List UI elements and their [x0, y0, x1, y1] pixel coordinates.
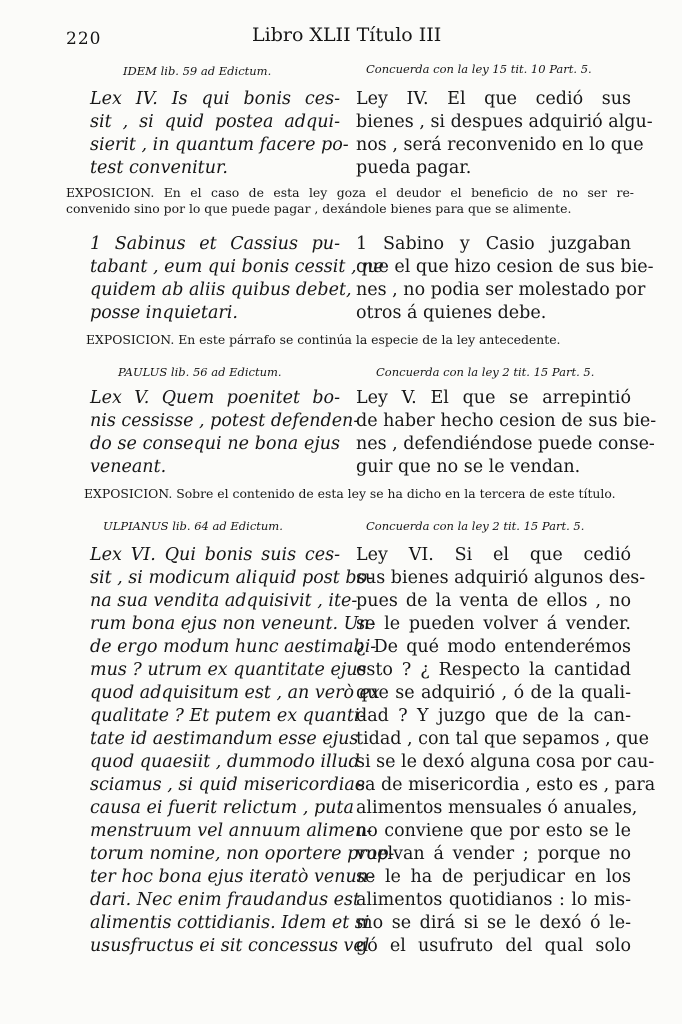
- exposicion-line: EXPOSICION. Sobre el contenido de esta ley se ha dicho en la tercera de este título.: [84, 486, 616, 501]
- exposicion-paragraph-1: [86, 332, 654, 348]
- spanish-line: de haber hecho cesion de sus bie-: [356, 411, 657, 431]
- spanish-citation: Concuerda con la ley 2 tit. 15 Part. 5.: [376, 365, 595, 379]
- latin-line: torum nomine, non oportere prop-: [90, 844, 395, 864]
- spanish-line: otros á quienes debe.: [356, 303, 547, 323]
- latin-line: quod quaesiit , dummodo illud: [90, 752, 360, 772]
- latin-line: mus ? utrum ex quantitate ejus: [90, 660, 367, 680]
- spanish-line: nos , será reconvenido en lo que: [356, 135, 644, 155]
- spanish-line: esto ? ¿ Respecto la cantidad: [356, 660, 631, 680]
- spanish-line: se le pueden volver á vender.: [356, 614, 631, 634]
- latin-line: dari. Nec enim fraudandus est: [90, 890, 360, 910]
- latin-text-lex-iv: [90, 88, 349, 180]
- spanish-text-ley-iv: [356, 88, 653, 180]
- latin-line: sierit , in quantum facere po-: [90, 135, 349, 155]
- spanish-citation: Concuerda con la ley 15 tit. 10 Part. 5.: [366, 62, 592, 76]
- spanish-text-paragraph-1: [356, 233, 654, 325]
- latin-line: tate id aestimandum esse ejus: [90, 729, 359, 749]
- spanish-line: 1 Sabino y Casio juzgaban: [356, 234, 631, 254]
- spanish-text-ley-v: [356, 387, 657, 479]
- spanish-line: nes , defendiéndose puede conse-: [356, 434, 655, 454]
- latin-line: 1 Sabinus et Cassius pu-: [90, 234, 340, 254]
- page-number: 220: [66, 29, 102, 49]
- spanish-line: gó el usufruto del qual solo: [356, 936, 631, 956]
- latin-text-paragraph-1: [90, 233, 384, 325]
- latin-line: test convenitur.: [90, 158, 228, 178]
- latin-line: tabant , eum qui bonis cessit , ne: [90, 257, 384, 277]
- spanish-line: alimentos mensuales ó anuales,: [356, 798, 638, 818]
- spanish-citation: Concuerda con la ley 2 tit. 15 Part. 5.: [366, 519, 585, 533]
- spanish-text-ley-vi: [356, 544, 656, 958]
- exposicion-line: convenido sino por lo que puede pagar , dexándole bienes para que se alimente.: [66, 201, 572, 216]
- spanish-line: pues de la venta de ellos , no: [356, 591, 631, 611]
- spanish-line: ¿ De qué modo entenderémos: [356, 637, 631, 657]
- spanish-line: bienes , si despues adquirió algu-: [356, 112, 653, 132]
- latin-text-lex-v: [90, 387, 360, 479]
- spanish-line: mo se dirá si se le dexó ó le-: [356, 913, 631, 933]
- spanish-line: Ley V. El que se arrepintió: [356, 388, 631, 408]
- exposicion-line: EXPOSICION. En el caso de esta ley goza el deudor el beneficio de no ser re-: [66, 185, 634, 200]
- spanish-line: que el que hizo cesion de sus bie-: [356, 257, 654, 277]
- spanish-line: guir que no se le vendan.: [356, 457, 581, 477]
- latin-citation: PAULUS lib. 56 ad Edictum.: [118, 365, 282, 379]
- latin-line: quidem ab aliis quibus debet,: [90, 280, 352, 300]
- spanish-line: alimentos quotidianos : lo mis-: [356, 890, 631, 910]
- latin-line: de ergo modum hunc aestimabi-: [90, 637, 377, 657]
- spanish-line: dad ? Y juzgo que de la can-: [356, 706, 631, 726]
- latin-line: Lex V. Quem poenitet bo-: [90, 388, 340, 408]
- latin-line: alimentis cottidianis. Idem et si: [90, 913, 370, 933]
- latin-line: ususfructus ei sit concessus vel: [90, 936, 370, 956]
- spanish-line: se le ha de perjudicar en los: [356, 867, 631, 887]
- latin-line: rum bona ejus non veneunt. Un-: [90, 614, 376, 634]
- latin-line: nis cessisse , potest defenden-: [90, 411, 360, 431]
- spanish-line: pueda pagar.: [356, 158, 472, 178]
- spanish-line: sa de misericordia , esto es , para: [356, 775, 656, 795]
- latin-line: ter hoc bona ejus iteratò venun-: [90, 867, 374, 887]
- spanish-line: sus bienes adquirió algunos des-: [356, 568, 646, 588]
- latin-line: posse inquietari.: [90, 303, 238, 323]
- latin-citation: IDEM lib. 59 ad Edictum.: [123, 64, 272, 78]
- latin-line: qualitate ? Et putem ex quanti-: [90, 706, 366, 726]
- latin-line: sit , si quid postea adqui-: [90, 112, 340, 132]
- running-head: Libro XLII Título III: [252, 24, 442, 46]
- spanish-line: si se le dexó alguna cosa por cau-: [356, 752, 655, 772]
- latin-line: causa ei fuerit relictum , puta: [90, 798, 354, 818]
- latin-line: veneant.: [90, 457, 167, 477]
- latin-citation: ULPIANUS lib. 64 ad Edictum.: [103, 519, 283, 533]
- exposicion-line: EXPOSICION. En este párrafo se continúa la especie de la ley antecedente.: [86, 332, 561, 347]
- exposicion-lex-iv: [66, 185, 634, 217]
- spanish-line: no conviene que por esto se le: [356, 821, 631, 841]
- latin-line: Lex IV. Is qui bonis ces-: [90, 89, 340, 109]
- spanish-line: que se adquirió , ó de la quali-: [356, 683, 631, 703]
- spanish-line: nes , no podia ser molestado por: [356, 280, 646, 300]
- latin-text-lex-vi: [90, 544, 395, 958]
- exposicion-lex-v: [84, 486, 652, 502]
- spanish-line: Ley IV. El que cedió sus: [356, 89, 631, 109]
- latin-line: quod adquisitum est , an verò ex: [90, 683, 380, 703]
- latin-line: sciamus , si quid misericordiae: [90, 775, 366, 795]
- spanish-line: tidad , con tal que sepamos , que: [356, 729, 649, 749]
- latin-line: menstruum vel annuum alimen-: [90, 821, 373, 841]
- latin-line: do se consequi ne bona ejus: [90, 434, 340, 454]
- latin-line: sit , si modicum aliquid post bo-: [90, 568, 374, 588]
- spanish-line: Ley VI. Si el que cedió: [356, 545, 631, 565]
- spanish-line: vuelvan á vender ; porque no: [356, 844, 631, 864]
- latin-line: na sua vendita adquisivit , ite-: [90, 591, 358, 611]
- latin-line: Lex VI. Qui bonis suis ces-: [90, 545, 340, 565]
